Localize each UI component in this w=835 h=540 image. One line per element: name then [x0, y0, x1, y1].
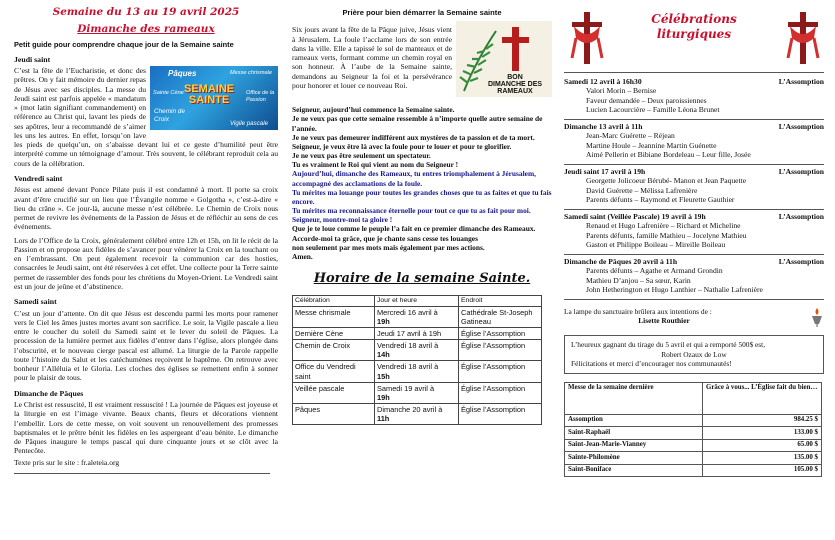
collection-table [564, 382, 822, 477]
event-intention: Parents défunts – Raymond et Fleurette Gauthier [586, 194, 735, 204]
event-date: Dimanche de Pâques 20 avril à 11h [564, 257, 678, 266]
banner-paques: Pâques [168, 69, 197, 79]
vendredi-saint-heading: Vendredi saint [14, 173, 63, 183]
event-intention: Parents défunts, famille Mathieu – Jocelyne Mathieu [586, 230, 747, 240]
collection-amount: 133.00 $ [703, 427, 822, 439]
event-intention: John Hetherington et Hugo Lanthier – Nathalie Lafrenière [586, 284, 763, 294]
banner-title [184, 84, 234, 106]
collection-row [565, 439, 822, 451]
event-place: L’Assomption [778, 167, 824, 176]
horaire-celebration: Veillée pascale [293, 382, 375, 403]
collection-amount: 135.00 $ [703, 452, 822, 464]
palm-sunday-image [456, 21, 552, 97]
horaire-endroit: Église l’Assomption [459, 382, 542, 403]
dimanche-paques-heading: Dimanche de Pâques [14, 388, 84, 398]
right-column [564, 6, 824, 477]
horaire-jour [375, 361, 459, 382]
collection-header-right: Grâce à vous... L’Église fait du bien… [703, 382, 822, 414]
event-intention: Mathieu D’anjou – Sa sœur, Karin [586, 275, 691, 285]
horaire-jour-text: Vendredi 18 avril à [377, 341, 439, 351]
banner-sainte: SAINTE [188, 94, 230, 107]
banner-chemin-croix: Chemin de Croix [154, 108, 185, 123]
prayer-line: Je ne veux pas que cette semaine ressemble à n’importe quelle autre semaine de l’année. [292, 114, 543, 133]
banner-semaine: SEMAINE [184, 83, 235, 96]
collection-row [565, 452, 822, 464]
prayer-line: Amen. [292, 252, 313, 261]
horaire-jour-text: Dimanche 20 avril à [377, 404, 443, 414]
collection-parish: Sainte-Philomène [565, 452, 703, 464]
prayer-line: Que je te loue comme le peuple l’a fait en ce premier dimanche des Rameaux. [292, 224, 536, 234]
left-column [14, 6, 278, 474]
collection-parish: Saint-Raphaël [565, 427, 703, 439]
winner-thanks: Félicitations et merci d’encourager nos communautés! [571, 359, 732, 369]
guide-title: Petit guide pour comprendre chaque jour de la Semaine sainte [14, 39, 234, 49]
prayer-title: Prière pour bien démarrer la Semaine sainte [342, 8, 502, 17]
horaire-heure: 19h [377, 392, 390, 402]
event-intention: Gaston et Philippe Boileau – Mireille Boileau [586, 239, 726, 249]
prayer-line: non seulement par mes mots mais également par mes actions. [292, 242, 485, 252]
collection-amount: 65.00 $ [703, 439, 822, 451]
horaire-row [293, 328, 542, 340]
event-intention: Parents défunts – Agathe et Armand Grondin [586, 266, 723, 276]
winner-line1: L’heureux gagnant du tirage du 5 avril et qui a remporté 500$ est, [571, 340, 766, 349]
event-place: L’Assomption [778, 122, 824, 131]
horaire-jour [375, 340, 459, 361]
event-place: L’Assomption [778, 212, 824, 221]
prayer-line: Seigneur, aujourd’hui commence la Semaine sainte. [292, 105, 455, 115]
samedi-saint-heading: Samedi saint [14, 297, 57, 307]
celebrations-title-line1: Célébrations [651, 12, 737, 26]
collection-row [565, 464, 822, 476]
horaire-jour [375, 403, 459, 424]
event-intention: Aimé Pellerin et Bibiane Bordeleau – Leur fille, Josée [586, 149, 751, 159]
middle-column [292, 6, 552, 425]
horaire-endroit: Église l’Assomption [459, 340, 542, 361]
source-line: Texte pris sur le site : fr.aleteia.org [14, 457, 120, 467]
celebrations-list [564, 72, 824, 300]
horaire-header-row [293, 296, 542, 307]
horaire-heure: 14h [377, 350, 390, 360]
horaire-jour [375, 382, 459, 403]
horaire-endroit: Église l’Assomption [459, 328, 542, 340]
banner-vigile: Vigile pascale [230, 120, 269, 128]
event-intention: Valori Morin – Bernise [586, 86, 657, 96]
event-place: L’Assomption [778, 257, 824, 266]
event-intention: Faveur demandée – Deux paroissiennes [586, 95, 707, 105]
collection-amount: 984.25 $ [703, 414, 822, 426]
horaire-jour-text: Jeudi 17 avril à 19h [377, 329, 442, 339]
celebration-event [564, 255, 824, 300]
event-intention: Jean-Marc Guérette – Réjean [586, 131, 675, 141]
horaire-endroit: Cathédrale St-Joseph Gatineau [459, 307, 542, 328]
horaire-row [293, 340, 542, 361]
event-date: Samedi 12 avril à 16h30 [564, 77, 642, 86]
event-intention: David Guérette – Mélissa Lafrenière [586, 185, 698, 195]
horaire-celebration: Dernière Cène [293, 328, 375, 340]
horaire-celebration: Office du Vendredi saint [293, 361, 375, 382]
horaire-celebration: Messe chrismale [293, 307, 375, 328]
celebration-event [564, 210, 824, 255]
lamp-name: Lisette Routhier [638, 316, 690, 326]
sanctuary-lamp-icon [810, 307, 824, 327]
banner-sainte-cene: Sainte Cène [153, 90, 184, 97]
sanctuary-lamp [564, 307, 824, 327]
prayer-line: Tu es vraiment le Roi qui vient au nom du Seigneur ! [292, 160, 459, 170]
horaire-jour [375, 328, 459, 340]
prayer-line: Je ne veux pas demeurer indifférent aux mystères de ta passion et de ta mort. [292, 132, 535, 142]
celebration-event [564, 120, 824, 165]
jeudi-saint-heading: Jeudi saint [14, 54, 51, 64]
celebration-event [564, 75, 824, 120]
vendredi-saint-text-2: Lors de l’Office de la Croix, généralement célébré entre 12h et 15h, on lit le récit de la Passion et on propose aux fidèles de s’avancer pour vénérer la Croix en la touchant ou en l’embrassant. On peut également recevoir la communion car des hosties, consacrées le Jeudi saint, ont été réservées à cet effet. Une collecte pour la Terre sainte permet de rassembler des fonds pour les chrétiens du Moyen-Orient. Le Vendredi saint est un jour de jeûne et d’abstinence. [14, 235, 278, 291]
sunday-subtitle: Dimanche des rameaux [77, 22, 215, 35]
prayer-line: Aujourd’hui, dimanche des Rameaux, tu entres triomphalement à Jérusalem, [292, 169, 536, 179]
palm-caption-line3: RAMEAUX [497, 88, 533, 96]
prayer-line: Seigneur, je veux être là avec la foule pour te louer et pour te glorifier. [292, 141, 512, 151]
horaire-jour-text: Vendredi 18 avril à [377, 362, 439, 372]
horaire-jour-text: Samedi 19 avril à [377, 383, 435, 393]
collection-header-row [565, 382, 822, 414]
banner-messe-chrismale: Messe chrismale [230, 70, 272, 77]
event-date: Jeudi saint 17 avril à 19h [564, 167, 646, 176]
horaire-celebration: Pâques [293, 403, 375, 424]
prayer-line: Tu mérites ma reconnaissance éternelle pour tout ce que tu as fait pour moi. [292, 206, 531, 216]
jeudi-saint-text: C’est la fête de l’Eucharistie, et donc des prêtres. On y fait mémoire du dernier repas de Jésus avec ses disciples. La messe du Jeudi saint est parfois appelée « mandatum » (mot latin signifiant commandement) en référence au Christ qui, lavant les pieds de ses apôtres, leur a recommandé de s’aimer les uns les autres. En effet, lorsqu’on lave les pieds de quelqu’un, on s’abaisse devant lui et ce geste d’humilité peut être interprété comme un témoignage d’amour. Très souvent, le célébrant reproduit cela au cours de la célébration. [14, 66, 278, 168]
event-place: L’Assomption [778, 77, 824, 86]
event-intention: Renaud et Hugo Lafrenière – Richard et Micheline [586, 221, 741, 231]
event-header [564, 77, 824, 86]
horaire-endroit: Église l’Assomption [459, 361, 542, 382]
winner-name: Robert Ozaux de Low [661, 349, 727, 359]
semaine-sainte-banner-image [150, 66, 278, 130]
collection-row [565, 427, 822, 439]
horaire-endroit: Église l’Assomption [459, 403, 542, 424]
prayer-line: Seigneur, montre-moi ta gloire ! [292, 215, 393, 225]
prayer-text [292, 105, 552, 261]
palm-caption-line2: DIMANCHE DES [487, 81, 543, 89]
collection-amount: 105.00 $ [703, 464, 822, 476]
celebrations-title [624, 12, 764, 42]
event-date: Dimanche 13 avril à 11h [564, 122, 643, 131]
celebration-event [564, 165, 824, 210]
palm-cross-icon [456, 21, 552, 97]
header-jour: Jour et heure [375, 296, 459, 307]
vendredi-saint-text-1: Jésus est amené devant Ponce Pilate puis il est condamné à mort. Il porte sa croix avant d’être crucifié sur un lieu que l’Évangile nomme « Golgotha », c’est-à-dire « lieu du crâne ». Ce jour-là, aucune messe n’est célébrée. Le Chemin de Croix nous permet de revivre les événements de la Passion de Jésus et de réfléchir au sens de ces événements. [14, 185, 278, 232]
horaire-title: Horaire de la semaine Sainte. [313, 271, 531, 287]
prayer-line: Accorde-moi ta grâce, que je chante sans cesse tes louanges [292, 233, 478, 243]
event-intention: Georgette Jolicoeur Bérubé- Manon et Jean Paquette [586, 176, 747, 186]
prayer-line: accompagné des acclamations de la foule. [292, 178, 423, 188]
event-intention: Martine Houle – Jeannine Martin Guénette [586, 140, 717, 150]
collection-header-left: Messe de la semaine dernière [565, 382, 703, 414]
horaire-row [293, 361, 542, 382]
event-intention: Lucien Lacourcière – Famille Léona Brunet [586, 104, 720, 114]
draped-cross-icon [784, 8, 822, 66]
celebrations-header [564, 6, 824, 72]
horaire-heure: 15h [377, 371, 390, 381]
left-divider [14, 473, 270, 474]
collection-parish: Saint-Jean-Marie-Vianney [565, 439, 703, 451]
event-header [564, 212, 824, 221]
prayer-intro: Six jours avant la fête de la Pâque juive, Jésus vient à Jérusalem. La foule l’acclame lors de son entrée dans la ville. Elle a tapissé le sol de manteaux et de rameaux verts, formant comme un chemin royal en son honneur. À l’aube de la Semaine sainte, demandons au Seigneur la foi et la persévérance pour honorer et louer ce nouveau Roi. [292, 25, 452, 90]
horaire-heure: 11h [377, 413, 390, 423]
collection-parish: Assomption [565, 414, 703, 426]
draped-cross-icon [568, 8, 606, 66]
header-celebration: Célébration [293, 296, 375, 307]
celebrations-title-line2: liturgiques [656, 27, 732, 41]
horaire-table [292, 295, 542, 425]
palm-caption-line1: BON [507, 74, 523, 82]
lamp-text: La lampe du sanctuaire brûlera aux intentions de : [564, 307, 712, 316]
header-endroit: Endroit [459, 296, 542, 307]
horaire-heure: 19h [377, 317, 390, 327]
banner-office-passion: Office de la Passion [246, 90, 275, 103]
horaire-row [293, 382, 542, 403]
lamp-block [564, 307, 764, 327]
horaire-celebration: Chemin de Croix [293, 340, 375, 361]
horaire-row [293, 403, 542, 424]
raffle-winner-box [564, 335, 824, 374]
event-header [564, 167, 824, 176]
horaire-jour-text: Mercredi 16 avril à [377, 308, 438, 318]
prayer-line: Tu mérites ma louange pour toutes les grandes choses que tu as faites et que tu fais encore. [292, 187, 552, 206]
event-header [564, 257, 824, 266]
prayer-line: Je ne veux pas être seulement un spectateur. [292, 151, 431, 161]
collection-row [565, 414, 822, 426]
samedi-saint-text: C’est un jour d’attente. On dit que Jésus est descendu parmi les morts pour ramener vers le Ciel les âmes justes mortes avant son sacrifice. Le soir, la Vigile pascale a lieu entre le coucher du soleil du Samedi saint et le lever du soleil de Pâques. La procession de la lumière permet aux fidèles d’entrer dans l’église, alors plongée dans l’obscurité, et le nouveau cierge pascal est allumé. La liturgie de la Parole rappelle toute l’histoire du Salut et les catéchumènes reçoivent le baptême. On retrouve avec bonheur l’Alléluia et le Gloria. Les cloches des églises se remettent enfin à sonner pour le plaisir de tous. [14, 308, 278, 383]
week-title: Semaine du 13 au 19 avril 2025 [52, 6, 240, 18]
event-date: Samedi saint (Veillée Pascale) 19 avril à 19h [564, 212, 706, 221]
horaire-jour [375, 307, 459, 328]
collection-parish: Saint-Boniface [565, 464, 703, 476]
event-header [564, 122, 824, 131]
horaire-row [293, 307, 542, 328]
dimanche-paques-text: Le Christ est ressuscité, Il est vraiment ressuscité ! La journée de Pâques est joyeuse et la liturgie en est l’image vivante. Beaux chants, fleurs et décorations viennent l’embellir. Lors de cette messe, on voit souvent un renouvellement des promesses baptismales et le prêtre bénit les fidèles en les aspergeant d’eau bénite. Le dimanche de Pâques inaugure le temps pascal qui dure cinquante jours et se clôt avec la Pentecôte. [14, 400, 278, 456]
